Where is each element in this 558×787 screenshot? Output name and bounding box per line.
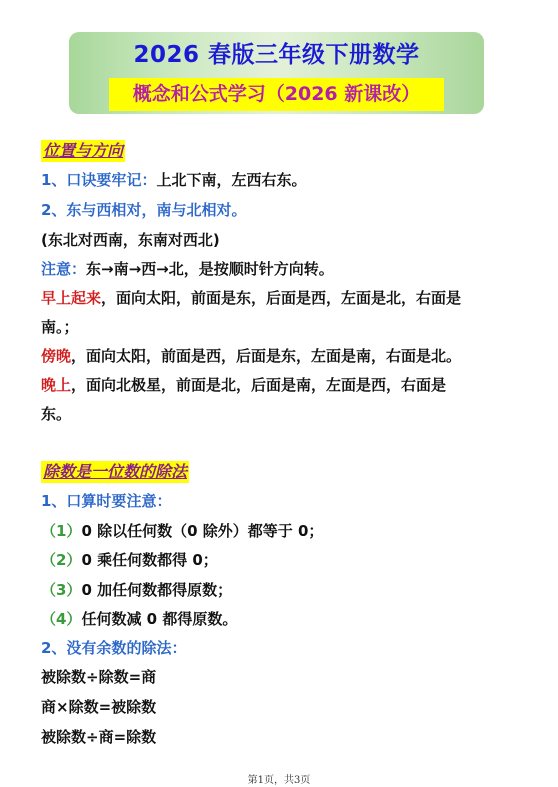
night-label: 晚上 [41, 376, 72, 394]
oral-item [41, 609, 237, 629]
rule1-line [41, 170, 306, 190]
rule1-text: 上北下南，左西右东。 [156, 171, 307, 189]
oral-item-number: （4） [41, 610, 82, 628]
oral-item [41, 521, 323, 541]
evening-line [41, 346, 461, 366]
page-subtitle: 概念和公式学习（2026 新课改） [109, 78, 444, 111]
evening-label: 傍晚 [41, 347, 72, 365]
rule2-note: (东北对西南，东南对西北) [41, 231, 220, 249]
oral-item-text: 任何数减 0 都得原数。 [81, 610, 238, 628]
night-line [41, 375, 446, 395]
page-title: 2026 春版三年级下册数学 [133, 42, 420, 68]
title-banner [69, 32, 484, 114]
oral-item-text: 0 除以任何数（0 除外）都等于 0； [81, 522, 324, 540]
section-heading-division: 除数是一位数的除法 [43, 462, 188, 481]
formula-line: 被除数÷除数=商 [41, 668, 157, 686]
morning-line [41, 288, 461, 308]
oral-item [41, 550, 218, 570]
oral-item-number: （1） [41, 522, 82, 540]
formula-line: 被除数÷商=除数 [41, 728, 157, 746]
oral-item-number: （3） [41, 581, 82, 599]
night-text: ，面向北极星，前面是北，后面是南，左面是西，右面是 [71, 376, 447, 394]
oral-item-text: 0 乘任何数都得 0； [81, 551, 218, 569]
no-remainder-heading: 2、没有余数的除法： [41, 639, 187, 657]
oral-item-text: 0 加任何数都得原数； [81, 581, 233, 599]
oral-item [41, 580, 232, 600]
morning-cont: 南。； [41, 318, 79, 336]
rule2-line: 2、东与西相对，南与北相对。 [41, 201, 247, 219]
note-line [41, 259, 334, 279]
oral-heading: 1、口算时要注意： [41, 492, 172, 510]
morning-label: 早上起来 [41, 289, 102, 307]
note-text: 东→南→西→北，是按顺时针方向转。 [86, 260, 334, 278]
morning-text: ，面向太阳，前面是东，后面是西，左面是北，右面是 [101, 289, 462, 307]
evening-text: ，面向太阳，前面是西，后面是东，左面是南，右面是北。 [71, 347, 462, 365]
section-heading-position-direction: 位置与方向 [43, 141, 124, 160]
rule1-label: 1、口诀要牢记： [41, 171, 157, 189]
night-cont: 东。 [41, 405, 72, 423]
oral-item-number: （2） [41, 551, 82, 569]
page-number: 第1页，共3页 [247, 775, 311, 786]
note-label: 注意： [41, 260, 87, 278]
formula-line: 商×除数=被除数 [41, 698, 157, 716]
